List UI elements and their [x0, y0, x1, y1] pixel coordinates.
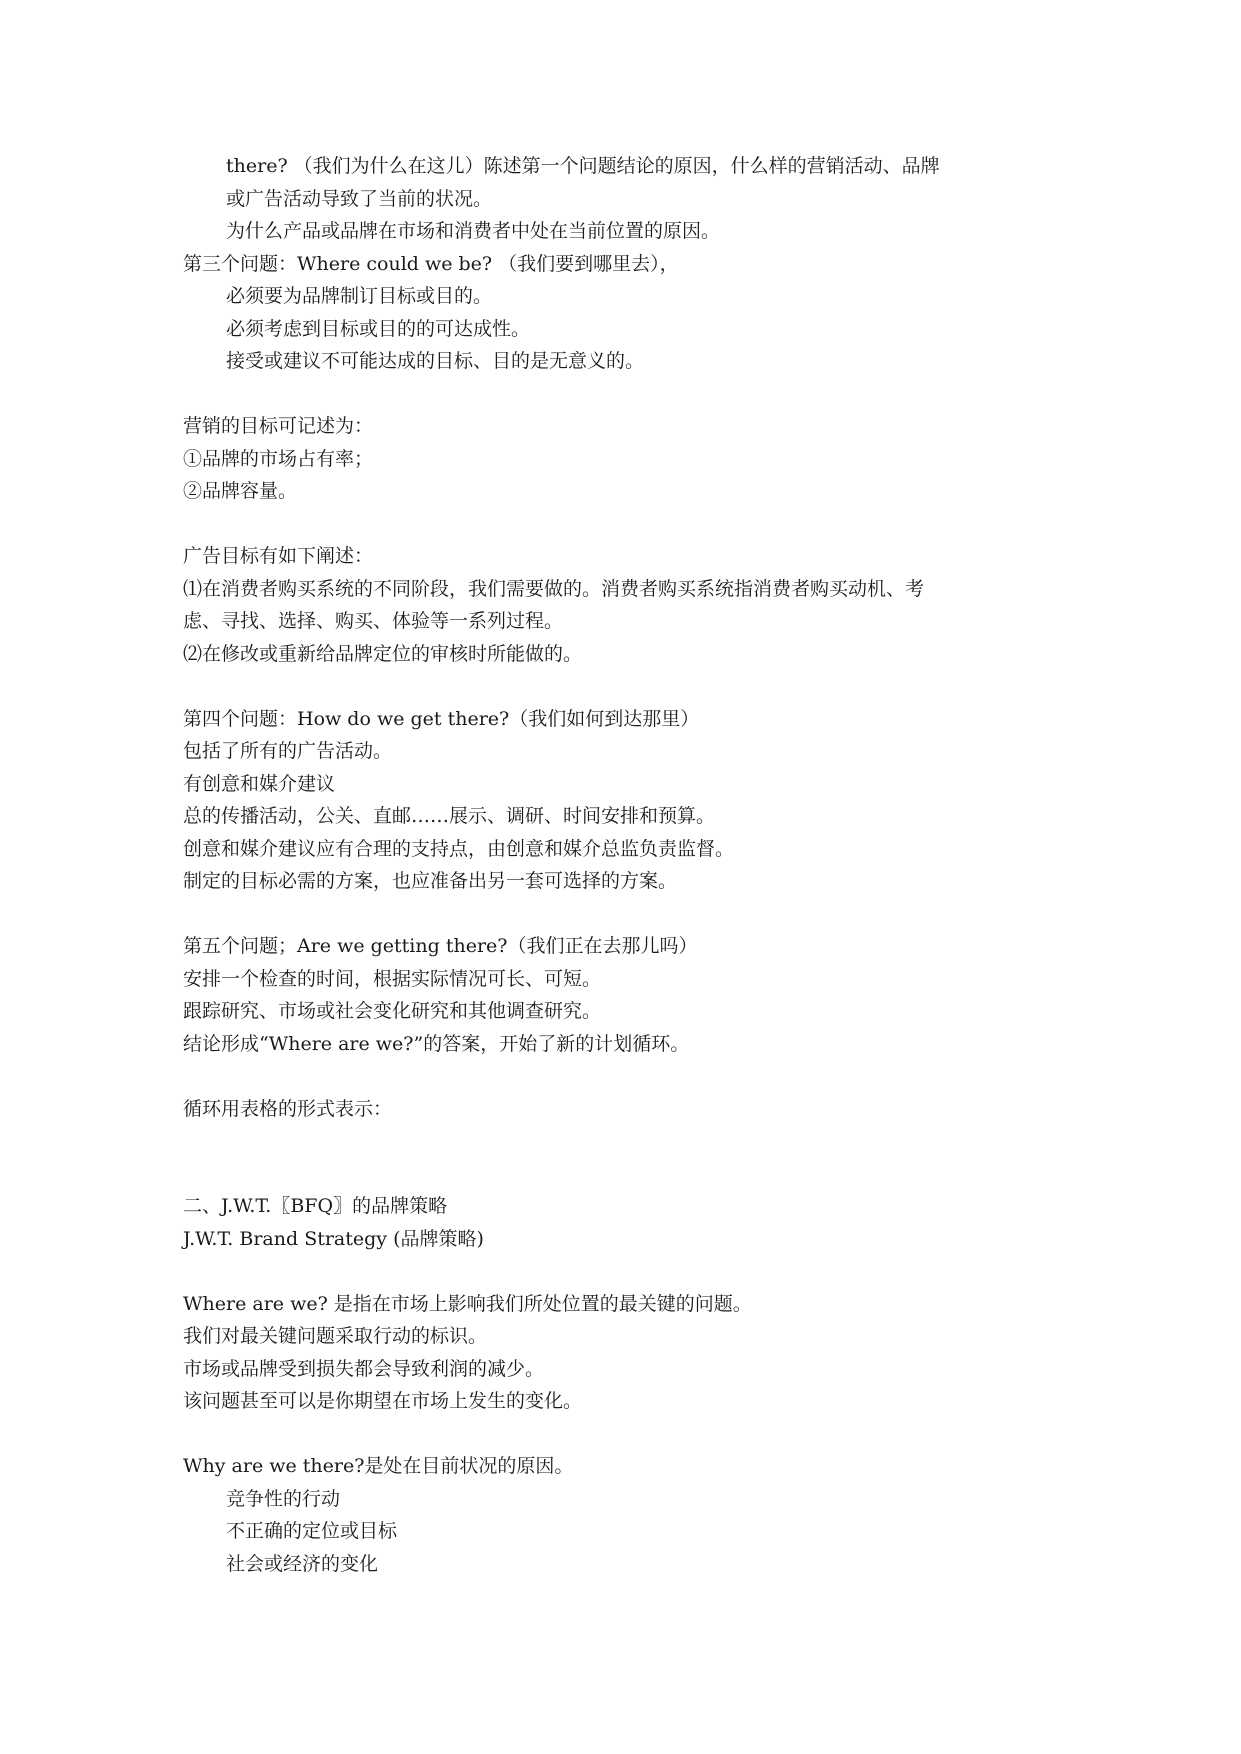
list-item: ②品牌容量。: [183, 480, 298, 502]
text-line: Why are we there?是处在目前状况的原因。: [183, 1455, 574, 1477]
section-subheading: J.W.T. Brand Strategy (品牌策略): [183, 1227, 484, 1250]
text-line: 总的传播活动，公关、直邮……展示、调研、时间安排和预算。: [183, 805, 716, 827]
paragraph-gap: [183, 1418, 1073, 1451]
ad-goals-heading: 广告目标有如下阐述：: [183, 545, 374, 567]
text-line: 结论形成“Where are we?”的答案，开始了新的计划循环。: [183, 1032, 690, 1055]
text-line: 跟踪研究、市场或社会变化研究和其他调查研究。: [183, 1000, 602, 1022]
text-line: 安排一个检查的时间，根据实际情况可长、可短。: [183, 967, 602, 990]
text-line: 我们对最关键问题采取行动的标识。: [183, 1325, 488, 1347]
text-line: 包括了所有的广告活动。: [183, 740, 393, 762]
list-item: 竞争性的行动: [226, 1487, 341, 1510]
paragraph-gap: [183, 1125, 1073, 1190]
list-item: ⑴在消费者购买系统的不同阶段，我们需要做的。消费者购买系统指消费者购买动机、考: [183, 577, 925, 600]
text-line: Where are we? 是指在市场上影响我们所处位置的最关键的问题。: [183, 1292, 752, 1315]
text-line: 或广告活动导致了当前的状况。: [226, 187, 493, 210]
text-line: 有创意和媒介建议: [183, 772, 336, 795]
paragraph-gap: [183, 670, 1073, 703]
table-intro-line: 循环用表格的形式表示：: [183, 1097, 393, 1120]
document-body: [183, 150, 1073, 1580]
question-four-heading: 第四个问题：How do we get there?（我们如何到达那里）: [183, 707, 700, 730]
paragraph-gap: [183, 1060, 1073, 1093]
list-item: 社会或经济的变化: [226, 1552, 379, 1575]
list-item: 不正确的定位或目标: [226, 1520, 398, 1542]
question-three-heading: 第三个问题：Where could we be? （我们要到哪里去），: [183, 252, 679, 275]
text-line: 接受或建议不可能达成的目标、目的是无意义的。: [226, 350, 645, 372]
text-line: 创意和媒介建议应有合理的支持点，由创意和媒介总监负责监督。: [183, 837, 735, 860]
list-item: ①品牌的市场占有率；: [183, 447, 374, 470]
text-line: 制定的目标必需的方案，也应准备出另一套可选择的方案。: [183, 870, 678, 892]
marketing-goals-heading: 营销的目标可记述为：: [183, 415, 374, 437]
text-line: 该问题甚至可以是你期望在市场上发生的变化。: [183, 1390, 583, 1412]
section-heading: 二、J.W.T.〖BFQ〗的品牌策略: [183, 1195, 448, 1217]
text-line: 必须考虑到目标或目的的可达成性。: [226, 317, 531, 340]
paragraph-gap: [183, 378, 1073, 411]
list-item: ⑵在修改或重新给品牌定位的审核时所能做的。: [183, 642, 583, 665]
text-line: there? （我们为什么在这儿）陈述第一个问题结论的原因，什么样的营销活动、品牌: [226, 155, 940, 177]
paragraph-gap: [183, 508, 1073, 541]
text-line: 必须要为品牌制订目标或目的。: [226, 285, 493, 307]
text-line: 虑、寻找、选择、购买、体验等一系列过程。: [183, 610, 564, 632]
question-five-heading: 第五个问题；Are we getting there?（我们正在去那儿吗）: [183, 935, 698, 957]
text-line: 为什么产品或品牌在市场和消费者中处在当前位置的原因。: [226, 220, 721, 242]
paragraph-gap: [183, 898, 1073, 931]
paragraph-gap: [183, 1255, 1073, 1288]
text-line: 市场或品牌受到损失都会导致利润的减少。: [183, 1357, 545, 1380]
